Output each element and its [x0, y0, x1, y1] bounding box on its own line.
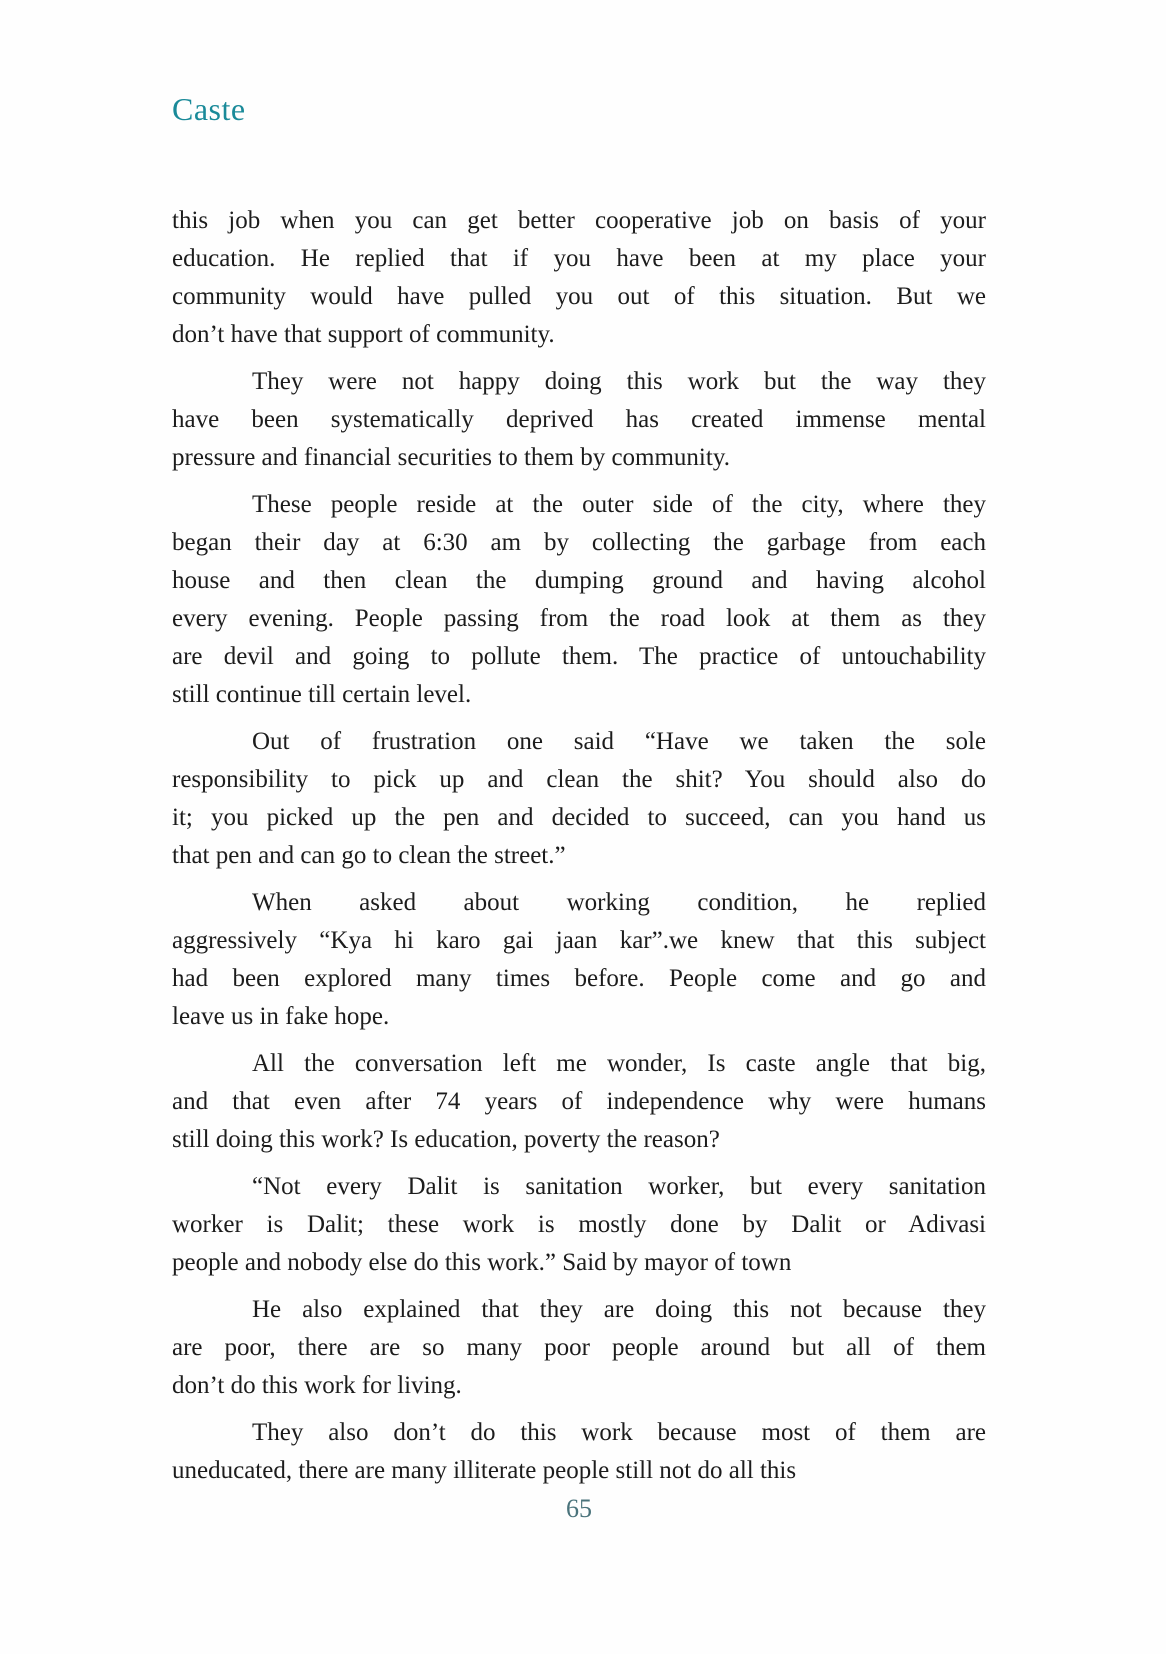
text-line: When asked about working condition, he replied — [252, 889, 986, 916]
text-line: that pen and can go to clean the street.” — [172, 842, 566, 869]
text-line: had been explored many times before. People come and go and — [172, 965, 986, 992]
paragraph-8 — [172, 1291, 986, 1405]
paragraph-7 — [172, 1168, 986, 1282]
text-line: community would have pulled you out of this situation. But we — [172, 283, 986, 310]
text-line: don’t do this work for living. — [172, 1372, 462, 1399]
page-number: 65 — [566, 1494, 592, 1523]
text-line: house and then clean the dumping ground and having alcohol — [172, 567, 986, 594]
text-line: it; you picked up the pen and decided to succeed, can you hand us — [172, 804, 986, 831]
text-line: this job when you can get better cooperative job on basis of your — [172, 207, 986, 234]
paragraph-9 — [172, 1414, 986, 1490]
text-line: aggressively “Kya hi karo gai jaan kar”.we knew that this subject — [172, 927, 986, 954]
paragraph-4 — [172, 723, 986, 875]
text-line: and that even after 74 years of independence why were humans — [172, 1088, 986, 1115]
text-line: They also don’t do this work because most of them are — [252, 1419, 986, 1446]
text-line: are poor, there are so many poor people around but all of them — [172, 1334, 986, 1361]
text-line: He also explained that they are doing this not because they — [252, 1296, 986, 1323]
text-line: They were not happy doing this work but the way they — [252, 368, 986, 395]
paragraph-2 — [172, 363, 986, 477]
text-line: All the conversation left me wonder, Is caste angle that big, — [252, 1050, 986, 1077]
text-line: These people reside at the outer side of the city, where they — [252, 491, 986, 518]
text-line: education. He replied that if you have been at my place your — [172, 245, 986, 272]
text-line: are devil and going to pollute them. The practice of untouchability — [172, 643, 986, 670]
text-line: don’t have that support of community. — [172, 321, 555, 348]
paragraph-1 — [172, 202, 986, 354]
text-line: began their day at 6:30 am by collecting the garbage from each — [172, 529, 986, 556]
text-line: still continue till certain level. — [172, 681, 472, 708]
chapter-running-header: Caste — [172, 91, 246, 127]
text-line: responsibility to pick up and clean the shit? You should also do — [172, 766, 986, 793]
paragraph-5 — [172, 884, 986, 1036]
text-line: “Not every Dalit is sanitation worker, but every sanitation — [252, 1173, 986, 1200]
text-line: pressure and financial securities to them by community. — [172, 444, 730, 471]
text-line: leave us in fake hope. — [172, 1003, 390, 1030]
text-line: have been systematically deprived has created immense mental — [172, 406, 986, 433]
text-line: people and nobody else do this work.” Said by mayor of town — [172, 1249, 792, 1276]
text-line: still doing this work? Is education, poverty the reason? — [172, 1126, 720, 1153]
text-line: worker is Dalit; these work is mostly done by Dalit or Adivasi — [172, 1211, 986, 1238]
text-line: every evening. People passing from the road look at them as they — [172, 605, 986, 632]
paragraph-3 — [172, 486, 986, 714]
text-line: uneducated, there are many illiterate people still not do all this — [172, 1457, 797, 1484]
paragraph-6 — [172, 1045, 986, 1159]
text-line: Out of frustration one said “Have we taken the sole — [252, 728, 986, 755]
body-text — [172, 202, 986, 1499]
